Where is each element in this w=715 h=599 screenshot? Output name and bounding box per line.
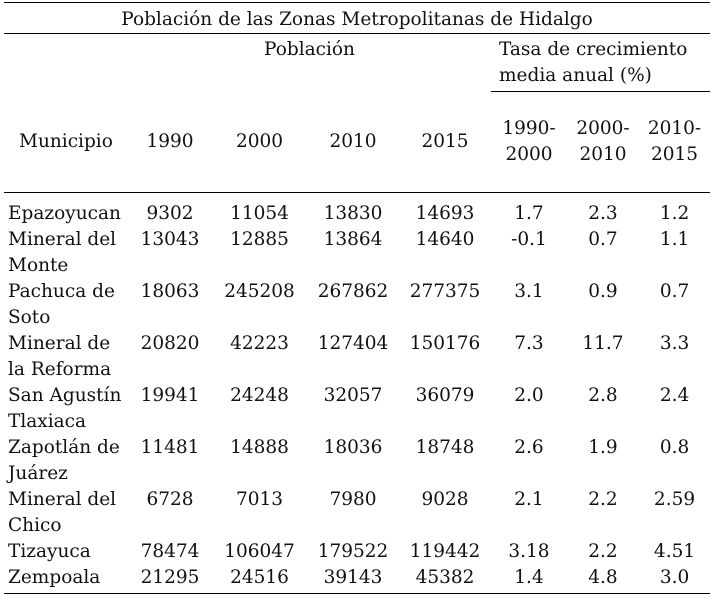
blank-cell <box>4 34 128 92</box>
table-row <box>4 383 710 435</box>
rate-cell: 3.3 <box>659 333 690 354</box>
pop-cell: 14888 <box>230 437 289 458</box>
table-row <box>4 539 710 565</box>
rate-cell: 1.4 <box>491 565 567 594</box>
pop-cell: 7013 <box>235 489 284 510</box>
pop-cell: 14640 <box>415 229 475 250</box>
rate-cell: 2.8 <box>588 385 618 406</box>
rate-cell: 3.18 <box>508 541 550 562</box>
pop-cell: 13864 <box>323 229 383 250</box>
population-group-header: Población <box>264 39 355 60</box>
year-header: 1990 <box>128 92 212 193</box>
rate-cell: 3.1 <box>514 281 544 302</box>
municipio-cell: Mineral del Monte <box>8 229 117 276</box>
rate-cell: 1.1 <box>659 229 690 250</box>
pop-cell: 18063 <box>140 281 200 302</box>
pop-cell: 18748 <box>415 437 475 458</box>
pop-cell: 19941 <box>140 385 200 406</box>
rate-cell: 2.59 <box>653 489 696 510</box>
pop-cell: 78474 <box>140 541 200 562</box>
period-header: 1990-2000 <box>491 92 567 193</box>
population-table <box>4 2 710 594</box>
pop-cell: 36079 <box>415 385 475 406</box>
pop-cell: 9302 <box>146 203 194 224</box>
pop-cell: 119442 <box>409 541 481 562</box>
pop-cell: 9028 <box>421 489 469 510</box>
table-row <box>4 193 710 228</box>
rate-cell: 3.0 <box>639 565 710 594</box>
municipio-cell: Mineral del Chico <box>8 489 117 536</box>
period-header: 2000-2010 <box>567 92 639 193</box>
pop-cell: 245208 <box>224 281 295 302</box>
pop-cell: 12885 <box>230 229 289 250</box>
rate-cell: 2.4 <box>659 385 690 406</box>
municipio-cell: Epazoyucan <box>8 203 121 224</box>
year-header: 2010 <box>307 92 399 193</box>
rate-cell: 2.6 <box>514 437 544 458</box>
rate-cell: 2.2 <box>588 541 618 562</box>
table-row <box>4 331 710 383</box>
pop-cell: 18036 <box>323 437 383 458</box>
pop-cell: 7980 <box>329 489 377 510</box>
year-header: 2015 <box>399 92 491 193</box>
rate-cell: 1.9 <box>588 437 618 458</box>
period-header: 2010-2015 <box>639 92 710 193</box>
rate-cell: 4.8 <box>567 565 639 594</box>
rate-cell: 4.51 <box>653 541 696 562</box>
rate-cell: 0.8 <box>659 437 690 458</box>
rate-cell: 1.2 <box>659 203 690 224</box>
growth-rate-group-header: Tasa de crecimiento media anual (%) <box>491 34 710 92</box>
pop-cell: 39143 <box>307 565 399 594</box>
pop-cell: 13043 <box>140 229 200 250</box>
rate-cell: 0.7 <box>659 281 690 302</box>
rate-cell: 1.7 <box>514 203 544 224</box>
rate-cell: 2.0 <box>514 385 544 406</box>
pop-cell: 11481 <box>140 437 200 458</box>
pop-cell: 24516 <box>212 565 307 594</box>
pop-cell: 24248 <box>230 385 289 406</box>
year-header: 2000 <box>212 92 307 193</box>
pop-cell: 21295 <box>128 565 212 594</box>
municipio-cell: Zapotlán de Juárez <box>8 437 120 484</box>
pop-cell: 45382 <box>399 565 491 594</box>
pop-cell: 150176 <box>409 333 481 354</box>
table-row <box>4 487 710 539</box>
rate-cell: 11.7 <box>582 333 624 354</box>
municipio-cell: Pachuca de Soto <box>8 281 115 328</box>
table-title: Población de las Zonas Metropolitanas de Hidalgo <box>4 3 710 34</box>
rate-cell: 2.2 <box>588 489 618 510</box>
pop-cell: 11054 <box>230 203 289 224</box>
table-row <box>4 435 710 487</box>
rate-cell: 7.3 <box>514 333 544 354</box>
pop-cell: 6728 <box>146 489 194 510</box>
pop-cell: 20820 <box>140 333 200 354</box>
rate-cell: 2.1 <box>514 489 544 510</box>
rate-cell: -0.1 <box>511 229 547 250</box>
pop-cell: 13830 <box>323 203 383 224</box>
table-row <box>4 227 710 279</box>
pop-cell: 267862 <box>317 281 389 302</box>
municipio-cell: Zempoala <box>4 565 128 594</box>
rate-cell: 0.7 <box>588 229 618 250</box>
table-row <box>4 565 710 594</box>
pop-cell: 127404 <box>317 333 389 354</box>
municipio-cell: Mineral de la Reforma <box>8 333 112 380</box>
table-row <box>4 279 710 331</box>
pop-cell: 32057 <box>323 385 383 406</box>
rate-cell: 0.9 <box>588 281 618 302</box>
municipio-header: Municipio <box>4 92 128 193</box>
pop-cell: 277375 <box>409 281 481 302</box>
rate-cell: 2.3 <box>588 203 618 224</box>
pop-cell: 42223 <box>230 333 289 354</box>
pop-cell: 14693 <box>415 203 475 224</box>
pop-cell: 179522 <box>317 541 389 562</box>
pop-cell: 106047 <box>224 541 295 562</box>
municipio-cell: Tizayuca <box>8 541 91 562</box>
municipio-cell: San Agustín Tlaxiaca <box>8 385 122 432</box>
